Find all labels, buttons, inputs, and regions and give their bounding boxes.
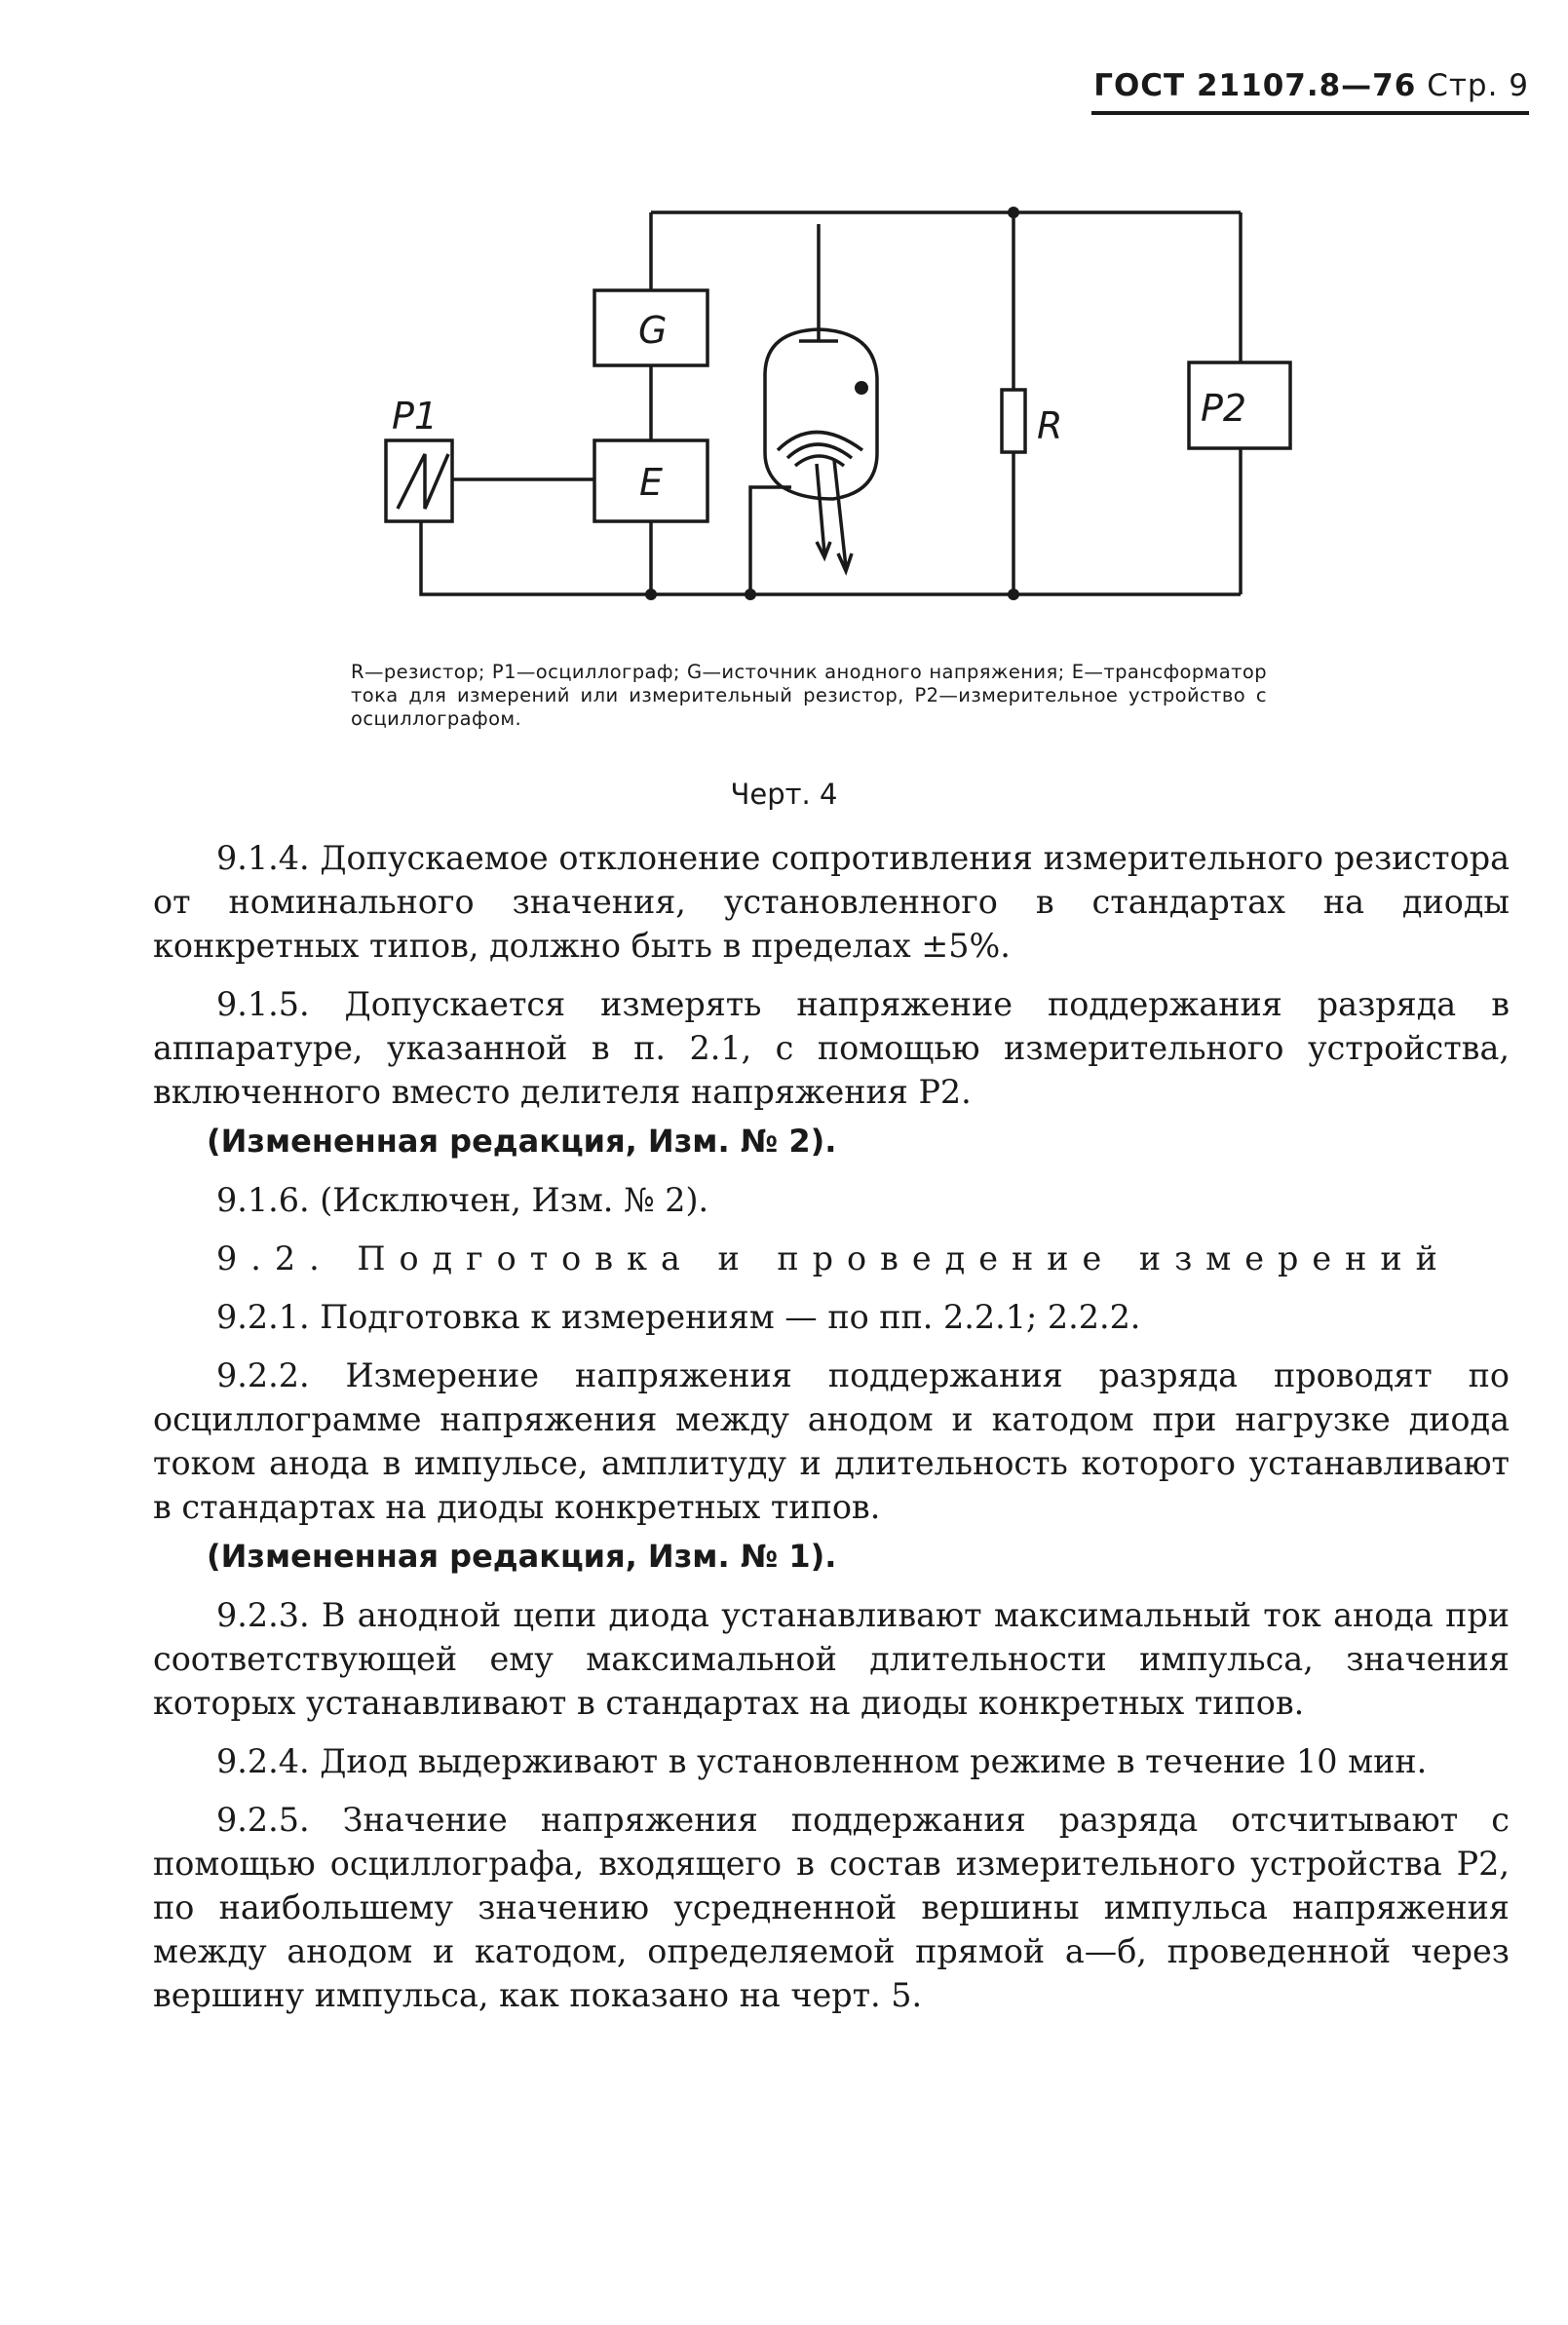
- resistor-r-label: R: [1037, 404, 1063, 447]
- junction-cathode: [745, 589, 756, 600]
- paragraph-9-1-6: 9.1.6. (Исключен, Изм. № 2).: [216, 1181, 709, 1219]
- oscilloscope-p1-label: P1: [392, 395, 439, 438]
- paragraph-9-2-2: 9.2.2. Измерение напряжения поддержания разряда проводят по осциллограмме напряжения между анодом и катодом при нагрузке диода током анода в импульсе, амплитуду и длительность которого устанавливают в стандартах на диоды конкретных типов.: [153, 1356, 1510, 1526]
- document-body: [153, 836, 1510, 2032]
- cathode-arc-1: [778, 433, 862, 451]
- wire-cathode: [750, 487, 791, 594]
- paragraph-9-2-1: 9.2.1. Подготовка к измерениям — по пп. 2.2.1; 2.2.2.: [216, 1298, 1141, 1336]
- circuit-diagram: [370, 195, 1296, 624]
- figure-caption: Черт. 4: [730, 778, 838, 811]
- junction-e: [645, 589, 657, 600]
- cathode-arc-3: [795, 456, 844, 466]
- p1-waveform-icon: [398, 454, 448, 509]
- section-heading-9-2: 9.2. Подготовка и проведение измерений: [216, 1239, 1451, 1277]
- paragraph-9-1-4: 9.1.4. Допускаемое отклонение сопротивления измерительного резистора от номинального значения, установленного в стандартах на диоды конкретных типов, должно быть в пределах ±5%.: [153, 839, 1510, 965]
- resistor-r-box: [1002, 390, 1025, 452]
- measuring-device-p2-label: P2: [1201, 387, 1247, 430]
- page-header: [1091, 68, 1529, 115]
- junction-r-bottom: [1008, 589, 1019, 600]
- paragraph-9-2-5: 9.2.5. Значение напряжения поддержания разряда отсчитывают с помощью осциллографа, входящего в состав измерительного устройства Р2, по наибольшему значению усредненной вершины импульса напряжения между анодом и катодом, определяемой прямой а—б, проведенной через вершину импульса, как показано на черт. 5.: [153, 1801, 1510, 2014]
- discharge-arrow-2: [834, 460, 852, 571]
- junction-r-top: [1008, 207, 1019, 218]
- paragraph-9-2-4: 9.2.4. Диод выдерживают в установленном режиме в течение 10 мин.: [216, 1742, 1428, 1780]
- page-number: Стр. 9: [1427, 68, 1529, 103]
- amendment-note-1: (Измененная редакция, Изм. № 2).: [207, 1123, 837, 1160]
- amendment-note-2: (Измененная редакция, Изм. № 1).: [207, 1538, 837, 1575]
- discharge-arrow-1: [817, 464, 830, 557]
- figure-legend: R—резистор; P1—осциллограф; G—источник анодного напряжения; E—трансформатор тока для измерений или измерительный резистор, P2—измерительное устройство с осциллографом.: [351, 661, 1267, 730]
- generator-label: G: [638, 309, 668, 352]
- oscilloscope-p1-box: [386, 440, 452, 521]
- wire-bottom: [421, 521, 1241, 594]
- diode-grid-dot: [855, 381, 868, 395]
- paragraph-9-2-3: 9.2.3. В анодной цепи диода устанавливают максимальный ток анода при соответствующей ему максимальной длительности импульса, значения которых устанавливают в стандартах на диоды конкретных типов.: [153, 1596, 1510, 1722]
- paragraph-9-1-5: 9.1.5. Допускается измерять напряжение поддержания разряда в аппаратуре, указанной в п. 2.1, с помощью измерительного устройства, включенного вместо делителя напряжения Р2.: [153, 985, 1510, 1111]
- standard-number: ГОСТ 21107.8—76: [1093, 68, 1417, 103]
- transformer-label: E: [639, 461, 664, 504]
- diode-envelope: [765, 329, 877, 499]
